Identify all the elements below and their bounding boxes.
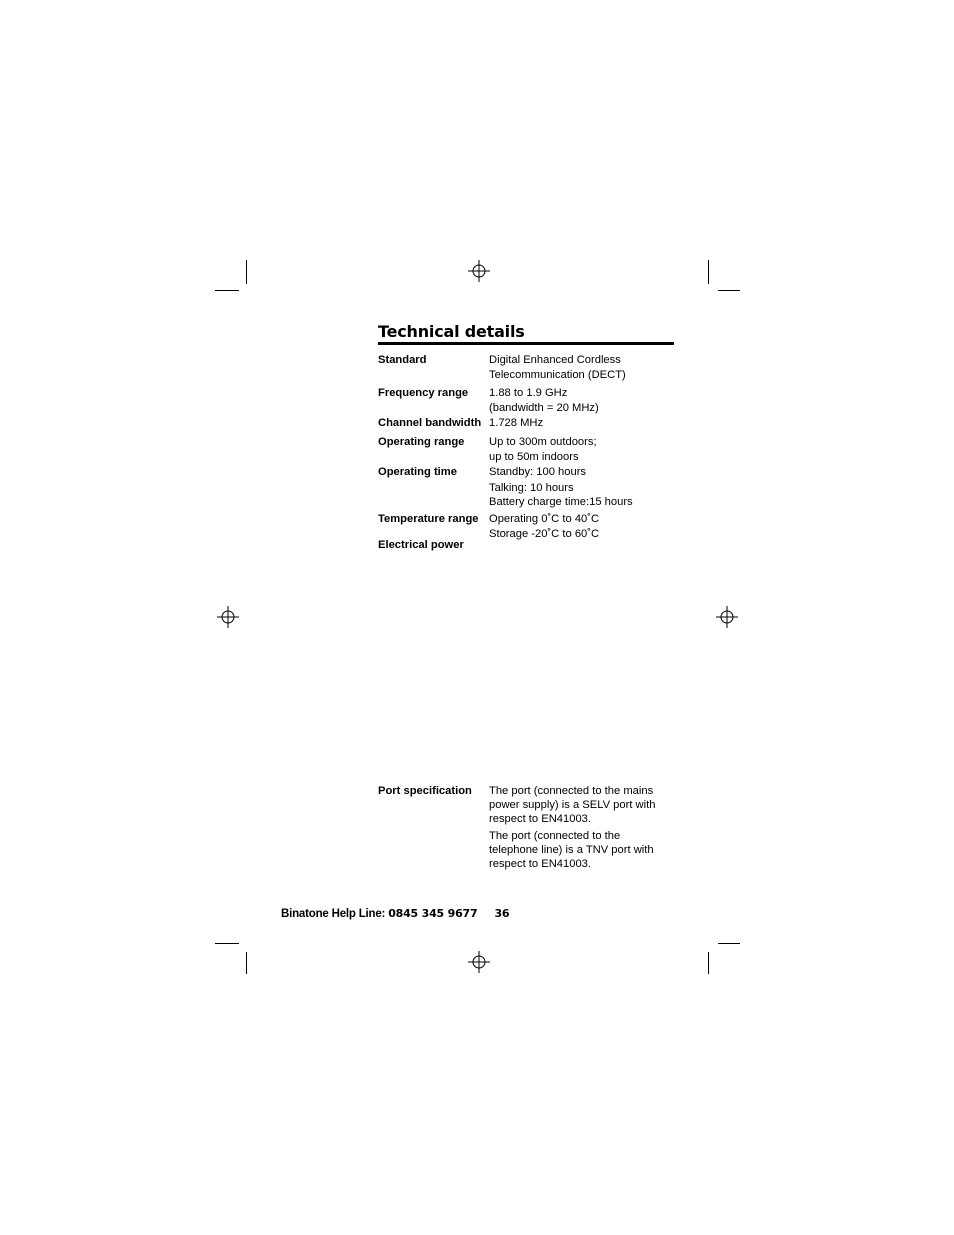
spec-value (489, 416, 679, 431)
spec-label: Port specification (378, 785, 472, 797)
spec-value (489, 386, 679, 415)
spec-label: Operating range (378, 436, 465, 448)
page-footer (281, 907, 509, 920)
spec-value-line: (bandwidth = 20 MHz) (489, 401, 599, 414)
heading-rule (378, 342, 674, 345)
crop-mark (246, 260, 247, 284)
spec-label: Channel bandwidth (378, 417, 482, 429)
spec-value (489, 512, 679, 541)
spec-value-line: The port (connected to the mains (489, 785, 654, 797)
spec-label: Standard (378, 354, 427, 366)
crop-mark (215, 290, 239, 291)
registration-mark-icon (468, 951, 490, 973)
spec-value-line: respect to EN41003. (489, 858, 591, 870)
spec-value (489, 465, 679, 510)
spec-label: Operating time (378, 466, 457, 478)
crop-mark (246, 952, 247, 974)
spec-value-line: telephone line) is a TNV port with (489, 844, 654, 856)
crop-mark (708, 260, 709, 284)
spec-value-line: power supply) is a SELV port with (489, 799, 656, 811)
spec-value-line: Telecommunication (DECT) (489, 368, 626, 381)
crop-mark (718, 290, 740, 291)
helpline-label: Binatone Help Line: (281, 908, 386, 920)
spec-label: Frequency range (378, 387, 469, 399)
spec-label: Temperature range (378, 513, 479, 525)
crop-mark (718, 943, 740, 944)
spec-value-line: respect to EN41003. (489, 813, 591, 825)
spec-value-line: Operating 0˚C to 40˚C (489, 513, 600, 525)
registration-mark-icon (468, 260, 490, 282)
spec-value (489, 353, 679, 382)
spec-value-line: The port (connected to the (489, 830, 621, 842)
spec-value-line: Standby: 100 hours (489, 466, 587, 478)
crop-mark (215, 943, 239, 944)
spec-value-line: up to 50m indoors (489, 450, 579, 463)
registration-mark-icon (716, 606, 738, 628)
spec-value (489, 784, 679, 871)
spec-value-line: 1.728 MHz (489, 417, 544, 429)
spec-value (489, 435, 679, 464)
spec-value-line: Up to 300m outdoors; (489, 436, 597, 448)
spec-value-line: Digital Enhanced Cordless (489, 354, 621, 366)
page-number: 36 (494, 907, 510, 920)
spec-value-line: 1.88 to 1.9 GHz (489, 387, 568, 399)
spec-value-line: Storage -20˚C to 60˚C (489, 527, 600, 540)
spec-value-line: Talking: 10 hours (489, 481, 574, 494)
spec-value-line: Battery charge time:15 hours (489, 496, 633, 508)
registration-mark-icon (217, 606, 239, 628)
spec-label: Electrical power (378, 539, 464, 551)
helpline-number: 0845 345 9677 (388, 907, 478, 920)
page-title: Technical details (378, 322, 525, 341)
crop-mark (708, 952, 709, 974)
